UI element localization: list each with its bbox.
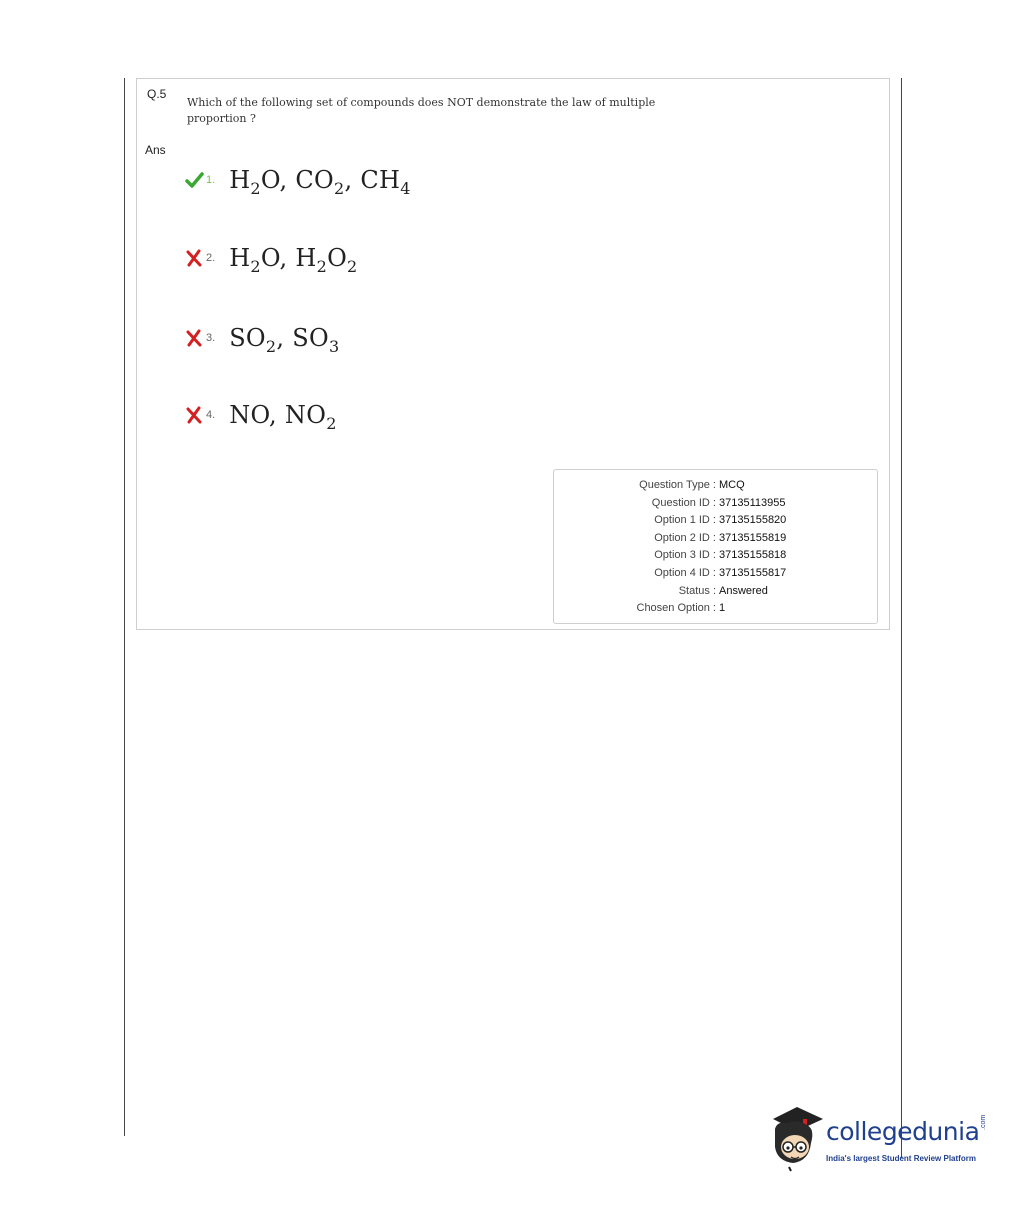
option-formula: $SO_2$, $SO_3$ bbox=[229, 324, 340, 356]
option-formula: $H_2O$, $CO_2$, $CH_4$ bbox=[229, 166, 411, 198]
meta-option-1-id: Option 1 ID : 37135155820 bbox=[654, 514, 787, 526]
option-number: 3. bbox=[206, 332, 216, 344]
cross-icon bbox=[184, 248, 204, 268]
option-1[interactable] bbox=[184, 160, 411, 200]
brand-name: collegedunia bbox=[826, 1117, 980, 1146]
option-3[interactable] bbox=[184, 318, 339, 358]
cross-icon bbox=[184, 405, 204, 425]
brand-tagline: India's largest Student Review Platform bbox=[826, 1154, 976, 1163]
question-number: Q.5 bbox=[147, 87, 167, 101]
meta-option-4-id: Option 4 ID : 37135155817 bbox=[654, 567, 787, 579]
meta-chosen-option: Chosen Option : 1 bbox=[636, 602, 726, 614]
brand-suffix: .com bbox=[980, 1114, 987, 1130]
option-number: 4. bbox=[206, 409, 216, 421]
cross-icon bbox=[184, 328, 204, 348]
meta-option-2-id: Option 2 ID : 37135155819 bbox=[654, 532, 787, 544]
option-4[interactable] bbox=[184, 395, 337, 435]
meta-question-id: Question ID : 37135113955 bbox=[651, 497, 786, 509]
right-page-rule bbox=[901, 78, 902, 1158]
option-number: 2. bbox=[206, 252, 216, 264]
meta-status: Status : Answered bbox=[678, 585, 768, 597]
left-page-rule bbox=[124, 78, 125, 1136]
meta-option-3-id: Option 3 ID : 37135155818 bbox=[654, 549, 787, 561]
question-text: Which of the following set of compounds does NOT demonstrate the law of multiple proportion ? bbox=[187, 96, 656, 125]
answer-label: Ans bbox=[145, 143, 166, 157]
meta-question-type: Question Type : MCQ bbox=[639, 479, 745, 491]
option-formula: $H_2O$, $H_2O_2$ bbox=[229, 244, 358, 276]
option-formula: NO, $NO_2$ bbox=[229, 401, 337, 433]
option-number: 1. bbox=[206, 174, 216, 186]
check-icon bbox=[184, 170, 204, 190]
option-2[interactable] bbox=[184, 238, 358, 278]
question-metadata-panel bbox=[553, 469, 878, 624]
